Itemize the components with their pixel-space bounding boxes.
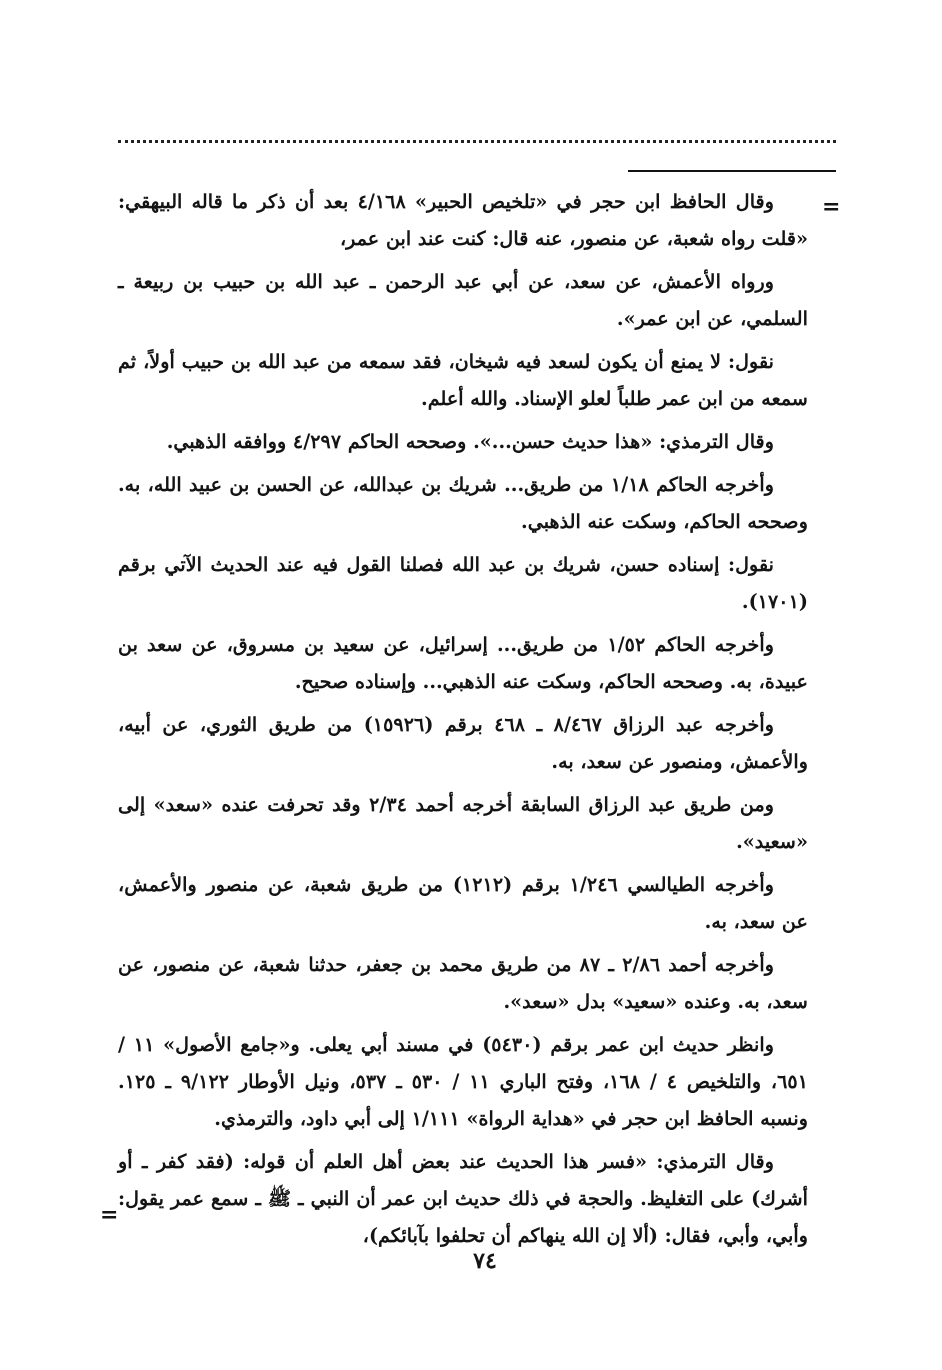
footnote-text xyxy=(118,183,808,1260)
footnote-paragraph: وأخرجه الحاكم ١/٥٢ من طريق... إسرائيل، عن سعيد بن مسروق، عن سعد بن عبيدة، به. وصححه الحاكم، وسكت عنه الذهبي... وإسناده صحيح. xyxy=(118,633,808,693)
dotted-separator xyxy=(118,140,836,143)
footnote-paragraph: وقال الترمذي: «هذا حديث حسن...». وصححه الحاكم ٤/٢٩٧ ووافقه الذهبي. xyxy=(166,430,774,453)
footnote-paragraph: وقال الترمذي: «فسر هذا الحديث عند بعض أهل العلم أن قوله: (فقد كفر ـ أو أشرك) على التغليظ. والحجة في ذلك حديث ابن عمر أن النبي ـ ﷺ ـ سمع عمر يقول: وأبي، وأبي، فقال: (ألا إن الله ينهاكم أن تحلفوا بآبائكم)، xyxy=(118,1150,808,1247)
footnote-paragraph: نقول: لا يمنع أن يكون لسعد فيه شيخان، فقد سمعه من عبد الله بن حبيب أولاً، ثم سمعه من ابن عمر طلباً لعلو الإسناد. والله أعلم. xyxy=(118,350,808,410)
footnote-paragraph: وأخرجه الحاكم ١/١٨ من طريق... شريك بن عبدالله، عن الحسن بن عبيد الله، به. وصححه الحاكم، وسكت عنه الذهبي. xyxy=(118,473,808,533)
footnote-separator-line xyxy=(628,170,836,172)
page-number: ٧٤ xyxy=(473,1248,497,1274)
footnote-paragraph: وأخرجه عبد الرزاق ٨/٤٦٧ ـ ٤٦٨ برقم (١٥٩٢٦) من طريق الثوري، عن أبيه، والأعمش، ومنصور عن سعد، به. xyxy=(118,713,808,773)
footnote-paragraph: ومن طريق عبد الرزاق السابقة أخرجه أحمد ٢/٣٤ وقد تحرفت عنده «سعد» إلى «سعيد». xyxy=(118,793,808,853)
continuation-mark-bottom: = xyxy=(100,1202,119,1228)
continuation-mark-top: = xyxy=(822,194,841,220)
footnote-paragraph: ورواه الأعمش، عن سعد، عن أبي عبد الرحمن ـ عبد الله بن حبيب بن ربيعة ـ السلمي، عن ابن عمر». xyxy=(118,270,808,330)
footnote-paragraph: نقول: إسناده حسن، شريك بن عبد الله فصلنا القول فيه عند الحديث الآتي برقم (١٧٠١). xyxy=(118,553,808,613)
footnote-paragraph: وقال الحافظ ابن حجر في «تلخيص الحبير» ٤/١٦٨ بعد أن ذكر ما قاله البيهقي: «قلت رواه شعبة، عن منصور، عنه قال: كنت عند ابن عمر، xyxy=(118,190,808,250)
footnote-paragraph: وانظر حديث ابن عمر برقم (٥٤٣٠) في مسند أبي يعلى. و«جامع الأصول» ١١ / ٦٥١، والتلخيص ٤ / ١٦٨، وفتح الباري ١١ / ٥٣٠ ـ ٥٣٧، ونيل الأوطار ٩/١٢٢ ـ ١٢٥. ونسبه الحافظ ابن حجر في «هداية الرواة» ١/١١١ إلى أبي داود، والترمذي. xyxy=(118,1033,809,1130)
footnote-paragraph: وأخرجه الطيالسي ١/٢٤٦ برقم (١٢١٢) من طريق شعبة، عن منصور والأعمش، عن سعد، به. xyxy=(118,873,808,933)
footnote-paragraph: وأخرجه أحمد ٢/٨٦ ـ ٨٧ من طريق محمد بن جعفر، حدثنا شعبة، عن منصور، عن سعد، به. وعنده «سعيد» بدل «سعد». xyxy=(118,953,808,1013)
